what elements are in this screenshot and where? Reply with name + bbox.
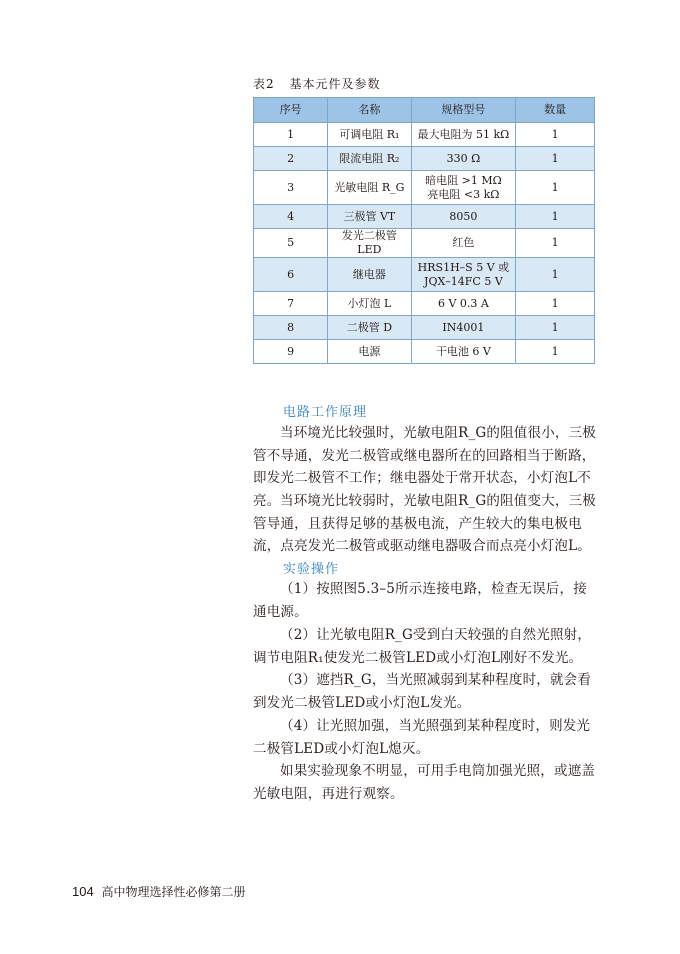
row-quantity: 1 — [516, 229, 595, 258]
row-quantity: 1 — [516, 258, 595, 292]
table-row — [254, 123, 595, 147]
row-quantity: 1 — [516, 205, 595, 229]
paragraph-weak-light: 当环境光比较弱时，光敏电阻R_G的阻值变大，三极管导通，且获得足够的基极电流，产生较大的集电极电流，点亮发光二极管或驱动继电器吸合而点亮小灯泡L。 — [253, 493, 596, 554]
header-index: 序号 — [254, 98, 328, 123]
table-caption-title: 基本元件及参数 — [289, 77, 381, 91]
row-spec-line2: JQX–14FC 5 V — [424, 274, 503, 288]
table-row — [254, 316, 595, 340]
step-3: （3）遮挡R_G，当光照减弱到某种程度时，就会看到发光二极管LED或小灯泡L发光。 — [253, 672, 592, 711]
table-row — [254, 229, 595, 258]
table-caption-number: 表2 — [253, 77, 275, 91]
table-row — [254, 205, 595, 229]
row-index: 9 — [254, 340, 328, 364]
component-table — [253, 97, 595, 364]
row-spec-line1: 暗电阻 >1 MΩ — [425, 173, 502, 187]
row-spec: 红色 — [411, 229, 516, 258]
page-number: 104 — [72, 884, 94, 899]
row-name: 三极管 VT — [328, 205, 411, 229]
row-quantity: 1 — [516, 292, 595, 316]
row-index: 5 — [254, 229, 328, 258]
row-name: 可调电阻 R₁ — [328, 123, 411, 147]
header-quantity: 数量 — [516, 98, 595, 123]
row-quantity: 1 — [516, 171, 595, 205]
header-spec: 规格型号 — [411, 98, 516, 123]
header-name: 名称 — [328, 98, 411, 123]
table-header-row — [254, 98, 595, 123]
table-row — [254, 171, 595, 205]
book-title: 高中物理选择性必修第二册 — [101, 885, 246, 899]
row-spec: 最大电阻为 51 kΩ — [411, 123, 516, 147]
table-caption — [253, 75, 380, 92]
row-index: 7 — [254, 292, 328, 316]
row-spec — [411, 171, 516, 205]
row-index: 1 — [254, 123, 328, 147]
row-spec — [411, 258, 516, 292]
row-spec: 330 Ω — [411, 147, 516, 171]
step-1: （1）按照图5.3–5所示连接电路，检查无误后，接通电源。 — [253, 581, 587, 620]
row-quantity: 1 — [516, 147, 595, 171]
row-quantity: 1 — [516, 340, 595, 364]
table-row — [254, 292, 595, 316]
step-4: （4）让光照加强，当光照强到某种程度时，则发光二极管LED或小灯泡L熄灭。 — [253, 718, 591, 757]
section-heading-circuit-principle: 电路工作原理 — [283, 405, 368, 420]
row-spec: 8050 — [411, 205, 516, 229]
row-name: 二极管 D — [328, 316, 411, 340]
step-2: （2）让光敏电阻R_G受到白天较强的自然光照射，调节电阻R₁使发光二极管LED或小灯泡L刚好不发光。 — [253, 627, 592, 666]
row-name: 小灯泡 L — [328, 292, 411, 316]
row-quantity: 1 — [516, 123, 595, 147]
section-heading-experiment: 实验操作 — [283, 562, 340, 577]
table-row — [254, 258, 595, 292]
row-index: 4 — [254, 205, 328, 229]
row-spec: 干电池 6 V — [411, 340, 516, 364]
note-paragraph: 如果实验现象不明显，可用手电筒加强光照，或遮盖光敏电阻，再进行观察。 — [253, 763, 596, 802]
row-spec-line2: 亮电阻 <3 kΩ — [427, 187, 500, 201]
row-index: 8 — [254, 316, 328, 340]
row-spec: 6 V 0.3 A — [411, 292, 516, 316]
row-spec: IN4001 — [411, 316, 516, 340]
row-index: 2 — [254, 147, 328, 171]
row-quantity: 1 — [516, 316, 595, 340]
row-index: 6 — [254, 258, 328, 292]
row-name: 限流电阻 R₂ — [328, 147, 411, 171]
row-name: 光敏电阻 R_G — [328, 171, 411, 205]
row-index: 3 — [254, 171, 328, 205]
paragraph-strong-light: 当环境光比较强时，光敏电阻R_G的阻值很小，三极管不导通，发光二极管或继电器所在的回路相当于断路，即发光二极管不工作；继电器处于常开状态，小灯泡L不亮。 — [253, 425, 596, 509]
table-row — [254, 340, 595, 364]
row-name: 继电器 — [328, 258, 411, 292]
row-name: 发光二极管 LED — [328, 229, 411, 258]
row-spec-line1: HRS1H–S 5 V 或 — [417, 260, 510, 274]
page-footer — [72, 883, 246, 900]
row-name: 电源 — [328, 340, 411, 364]
table-row — [254, 147, 595, 171]
